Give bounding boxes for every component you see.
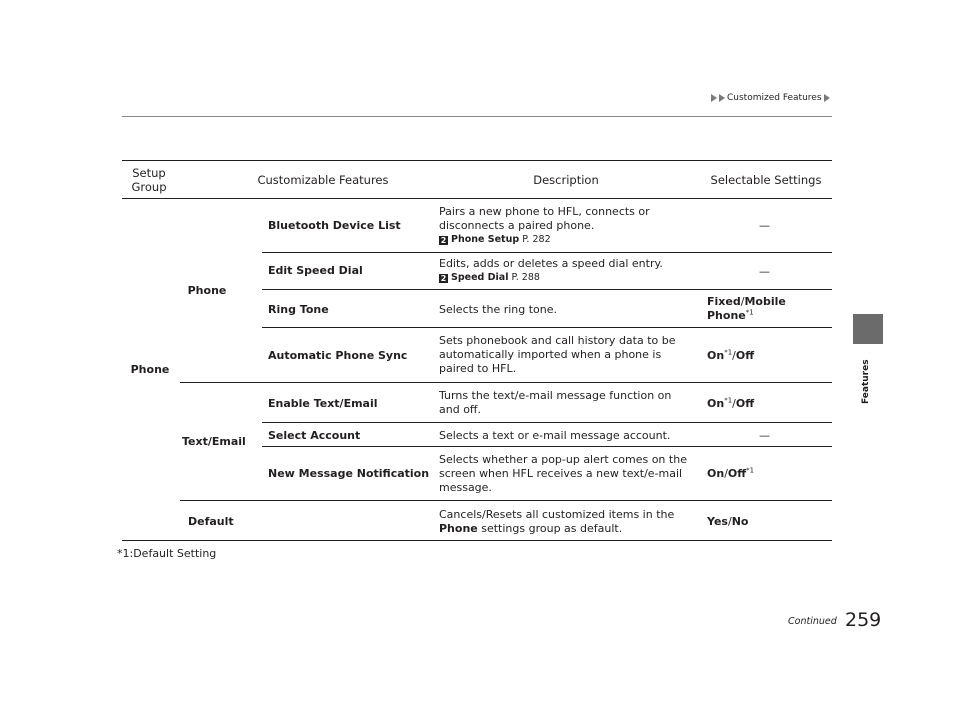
feature-automatic-phone-sync: Automatic Phone Sync: [268, 349, 408, 362]
settings-ring-tone: Fixed/Mobile Phone$^{*1}$: [707, 295, 786, 322]
footnote: *1:Default Setting: [117, 547, 217, 560]
feature-ring-tone: Ring Tone: [268, 303, 329, 316]
arrow-right-icon: [719, 94, 725, 102]
row-rule: [180, 382, 832, 383]
feature-new-message-notification: New Message Notification: [268, 467, 430, 480]
description-default: Cancels/Resets all customized items in the Phone settings group as default.: [439, 508, 675, 535]
group-label-default: Default: [188, 515, 234, 528]
settings-select-account: —: [759, 429, 770, 442]
row-rule: [262, 252, 832, 253]
description-bluetooth-device-list: Pairs a new phone to HFL, connects or disconnects a paired phone. 2 Phone Setup P. 282: [439, 205, 679, 247]
table-header-rule: [122, 198, 832, 199]
feature-edit-speed-dial: Edit Speed Dial: [268, 264, 363, 277]
row-rule: [262, 446, 832, 447]
row-rule: [262, 289, 832, 290]
feature-select-account: Select Account: [268, 429, 361, 442]
column-header-settings: Selectable Settings: [710, 173, 822, 187]
settings-edit-speed-dial: —: [759, 265, 770, 278]
settings-enable-text-email: On$^{*1}$/Off: [707, 396, 755, 410]
arrow-right-icon: [711, 94, 717, 102]
description-select-account: Selects a text or e-mail message account.: [439, 429, 671, 442]
page-number: 259: [845, 609, 882, 631]
feature-enable-text-email: Enable Text/Email: [268, 397, 378, 410]
section-tab-label: Features: [861, 359, 871, 404]
description-ring-tone: Selects the ring tone.: [439, 303, 558, 316]
description-enable-text-email: Turns the text/e-mail message function on and off.: [439, 389, 672, 416]
settings-new-message-notification: On/Off$^{*1}$: [707, 466, 755, 480]
header-rule: [122, 116, 832, 117]
row-rule: [262, 422, 832, 423]
feature-bluetooth-device-list: Bluetooth Device List: [268, 219, 401, 232]
reference-arrow-icon: 2: [440, 236, 447, 245]
description-automatic-phone-sync: Sets phonebook and call history data to be automatically imported when a phone is paired to HFL.: [439, 334, 676, 375]
section-tab-marker: [853, 314, 883, 344]
description-edit-speed-dial: Edits, adds or deletes a speed dial entry. 2 Speed Dial P. 288: [439, 257, 679, 285]
table-bottom-rule: [122, 540, 832, 541]
description-new-message-notification: Selects whether a pop-up alert comes on the screen when HFL receives a new text/e-mail message.: [439, 453, 687, 494]
arrow-right-icon: [824, 94, 830, 102]
column-header-feature: Customizable Features: [257, 173, 389, 187]
cross-reference[interactable]: 2 Speed Dial P. 288: [440, 272, 540, 283]
row-rule: [262, 327, 832, 328]
breadcrumb: [711, 93, 832, 103]
settings-default: Yes/No: [707, 515, 749, 528]
continued-label: Continued: [788, 616, 837, 627]
table-top-rule: [122, 160, 832, 161]
breadcrumb-label: Customized Features: [727, 93, 822, 103]
reference-arrow-icon: 2: [440, 274, 447, 283]
subgroup-label-text-email: Text/Email: [182, 435, 246, 448]
row-rule: [180, 500, 832, 501]
column-header-setup-group: Setup Group: [131, 166, 167, 194]
subgroup-label-phone: Phone: [187, 284, 227, 297]
group-label-phone: Phone: [130, 363, 170, 376]
column-header-description: Description: [533, 173, 599, 187]
settings-bluetooth-device-list: —: [759, 219, 770, 232]
cross-reference[interactable]: 2 Phone Setup P. 282: [440, 234, 551, 245]
settings-automatic-phone-sync: On$^{*1}$/Off: [707, 348, 755, 362]
